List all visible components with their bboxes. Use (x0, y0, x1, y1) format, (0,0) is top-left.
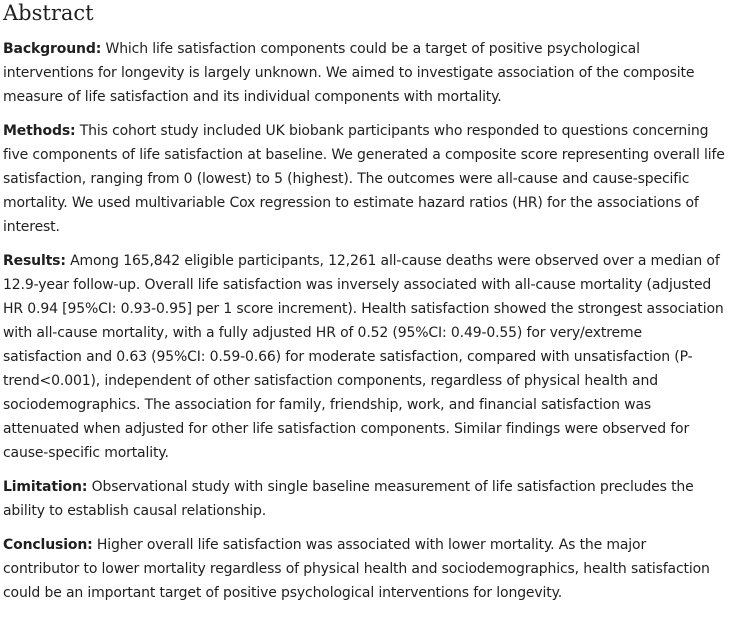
abstract-section-results (3, 249, 725, 465)
section-label: Results: (3, 253, 66, 269)
section-text: Which life satisfaction components could be a target of positive psychological interventions for longevity is largely unknown. We aimed to investigate association of the composite measure of life satisfaction and its individual components with mortality. (3, 41, 695, 105)
section-label: Conclusion: (3, 537, 93, 553)
abstract-heading: Abstract (3, 1, 94, 25)
abstract-section-limitation (3, 475, 725, 523)
abstract-section-conclusion (3, 533, 725, 605)
section-text: Higher overall life satisfaction was associated with lower mortality. As the major contributor to lower mortality regardless of physical health and sociodemographics, health satisfaction could be an important target of positive psychological interventions for longevity. (3, 537, 710, 601)
section-text: This cohort study included UK biobank participants who responded to questions concerning five components of life satisfaction at baseline. We generated a composite score representing overall life satisfaction, ranging from 0 (lowest) to 5 (highest). The outcomes were all-cause and cause-specific mortality. We used multivariable Cox regression to estimate hazard ratios (HR) for the associations of interest. (3, 123, 725, 235)
section-text: Among 165,842 eligible participants, 12,261 all-cause deaths were observed over a median of 12.9-year follow-up. Overall life satisfaction was inversely associated with all-cause mortality (adjusted HR 0.94 [95%CI: 0.93-0.95] per 1 score increment). Health satisfaction showed the strongest association with all-cause mortality, with a fully adjusted HR of 0.52 (95%CI: 0.49-0.55) for very/extreme satisfaction and 0.63 (95%CI: 0.59-0.66) for moderate satisfaction, compared with unsatisfaction (P-trend<0.001), independent of other satisfaction components, regardless of physical health and sociodemographics. The association for family, friendship, work, and financial satisfaction was attenuated when adjusted for other life satisfaction components. Similar findings were observed for cause-specific mortality. (3, 253, 724, 461)
section-label: Limitation: (3, 479, 88, 495)
section-label: Methods: (3, 123, 76, 139)
section-label: Background: (3, 41, 102, 57)
abstract-section-background (3, 37, 725, 109)
abstract-section-methods (3, 119, 725, 239)
section-text: Observational study with single baseline measurement of life satisfaction precludes the ability to establish causal relationship. (3, 479, 694, 519)
